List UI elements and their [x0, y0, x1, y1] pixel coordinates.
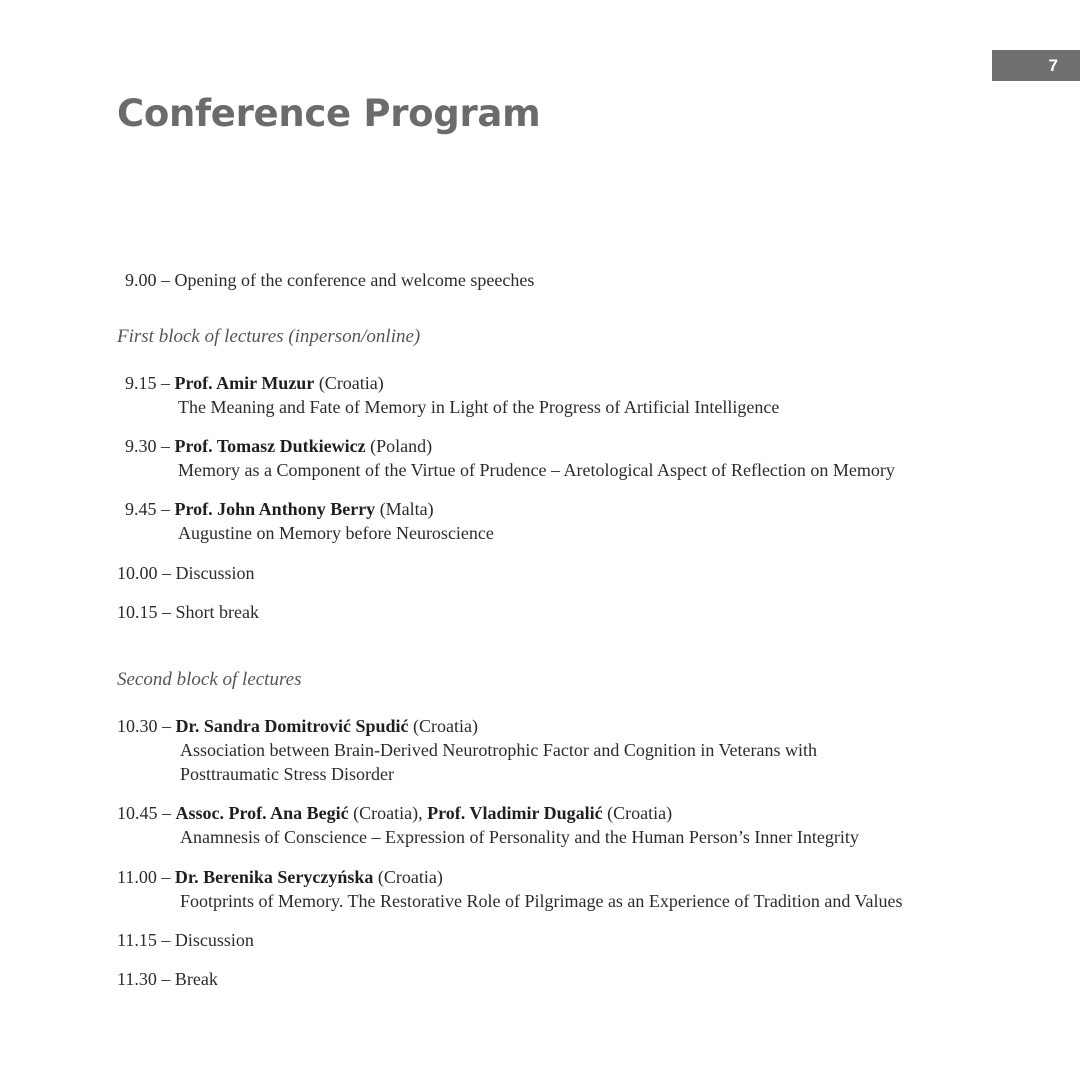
program-entry: 10.45 – Assoc. Prof. Ana Begić (Croatia), Prof. Vladimir Dugalić (Croatia)	[117, 803, 673, 823]
program-entry: 9.45 – Prof. John Anthony Berry (Malta)	[125, 499, 434, 519]
speaker-name: Prof. John Anthony Berry	[174, 499, 376, 519]
section-heading-second-block: Second block of lectures	[117, 669, 302, 690]
program-entry-discussion: 11.15 – Discussion	[117, 930, 254, 950]
program-entry: 9.15 – Prof. Amir Muzur (Croatia)	[125, 373, 384, 393]
program-entry-opening: 9.00 – Opening of the conference and welcome speeches	[125, 270, 535, 290]
speaker-name: Dr. Berenika Seryczyńska	[174, 867, 374, 887]
talk-title: Augustine on Memory before Neuroscience	[178, 523, 494, 543]
program-entry-break: 10.15 – Short break	[117, 602, 259, 622]
program-entry: 11.00 – Dr. Berenika Seryczyńska (Croatia)	[117, 867, 443, 887]
talk-title: Anamnesis of Conscience – Expression of Personality and the Human Person’s Inner Integrity	[180, 827, 859, 847]
speaker-name: Prof. Amir Muzur	[174, 373, 315, 393]
section-heading-first-block: First block of lectures (inperson/online)	[117, 326, 421, 347]
program-entry-discussion: 10.00 – Discussion	[117, 563, 255, 583]
talk-title: Memory as a Component of the Virtue of Prudence – Aretological Aspect of Reflection on Memory	[178, 460, 895, 480]
speaker-name: Prof. Tomasz Dutkiewicz	[174, 436, 366, 456]
speaker-name: Assoc. Prof. Ana Begić	[175, 803, 349, 823]
page-number: 7	[992, 50, 1080, 81]
speaker-name-2: Prof. Vladimir Dugalić	[427, 803, 603, 823]
speaker-name: Dr. Sandra Domitrović Spudić	[175, 716, 409, 736]
program-entry-break: 11.30 – Break	[117, 969, 218, 989]
program-entry: 9.30 – Prof. Tomasz Dutkiewicz (Poland)	[125, 436, 433, 456]
talk-title-continued: Posttraumatic Stress Disorder	[180, 764, 394, 784]
page-title: Conference Program	[117, 92, 541, 135]
talk-title: Association between Brain-Derived Neurotrophic Factor and Cognition in Veterans with	[180, 740, 818, 760]
program-entry: 10.30 – Dr. Sandra Domitrović Spudić (Croatia)	[117, 716, 479, 736]
talk-title: The Meaning and Fate of Memory in Light of the Progress of Artificial Intelligence	[178, 397, 780, 417]
talk-title: Footprints of Memory. The Restorative Role of Pilgrimage as an Experience of Tradition and Values	[180, 891, 903, 911]
